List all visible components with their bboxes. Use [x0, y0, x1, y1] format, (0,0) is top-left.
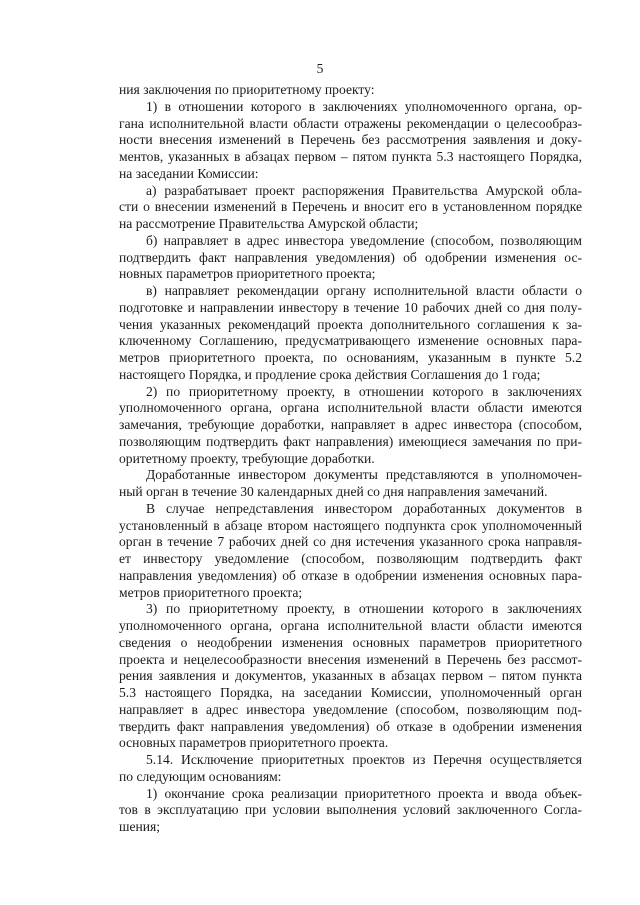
document-body — [119, 82, 582, 836]
text-line: метров приоритетного проекта, по основаниям, указанным в пункте 5.2 — [119, 350, 582, 365]
text-line: 1) окончание срока реализации приоритетного проекта и ввода объек- — [146, 785, 582, 801]
text-line: 3) по приоритетному проекту, в отношении которого в заключениях — [146, 601, 582, 617]
text-line: ности внесения изменений в Перечень без рассмотрения заявления и доку- — [119, 132, 582, 148]
text-line: а) разрабатывает проект распоряжения Правительства Амурской обла- — [146, 182, 582, 198]
text-line: ментов, указанных в абзацах первом – пятом пункта 5.3 настоящего Порядка, — [119, 149, 582, 164]
text-line: на рассмотрение Правительства Амурской области; — [119, 216, 419, 231]
text-line: ключенному Соглашению, предусматривающего изменение основных пара- — [119, 333, 582, 349]
text-line: подготовке и направлении инвестору в течение 10 рабочих дней со дня полу- — [119, 299, 582, 315]
text-line: оритетному проекту, требующие доработки. — [119, 450, 375, 466]
page-number: 5 — [316, 61, 324, 76]
text-line: 1) в отношении которого в заключениях уполномоченного органа, ор- — [146, 98, 582, 114]
text-line: ный орган в течение 30 календарных дней со дня направления замечаний. — [119, 484, 548, 499]
text-line: подтвердить факт направления уведомления) об одобрении изменения ос- — [119, 249, 582, 265]
text-line: Доработанные инвестором документы представляются в уполномочен- — [146, 467, 582, 483]
text-line: 5.3 настоящего Порядка, на заседании Комиссии, уполномоченный орган — [119, 685, 582, 700]
text-line: уполномоченного органа, органа исполнительной власти области имеются — [119, 618, 582, 633]
text-line: позволяющим подтвердить факт направления) имеющиеся замечания по при- — [119, 433, 582, 449]
text-line: 5.14. Исключение приоритетных проектов из Перечня осуществляется — [146, 752, 582, 767]
text-line: В случае непредставления инвестором доработанных документов в — [146, 500, 582, 516]
text-line: направляет в адрес инвестора уведомление (способом, позволяющим под- — [119, 701, 582, 717]
text-line: тов в эксплуатацию при условии выполнения условий заключенного Согла- — [119, 802, 582, 818]
text-line: установленный в абзаце втором настоящего подпункта срок уполномоченный — [119, 517, 582, 533]
text-line: сведения о неодобрении изменения основных параметров приоритетного — [119, 634, 582, 650]
text-line: новных параметров приоритетного проекта; — [119, 266, 376, 282]
text-line: уполномоченного органа, органа исполнительной власти области имеются — [119, 400, 582, 416]
text-line: в) направляет рекомендации органу исполнительной власти области о — [146, 283, 582, 298]
text-line: ния заключения по приоритетному проекту: — [119, 82, 375, 97]
text-line: проекта и нецелесообразности внесения изменений в Перечень без рассмот- — [119, 651, 582, 667]
text-line: ет инвестору уведомление (способом, позволяющим подтвердить факт — [119, 551, 582, 566]
text-line: по следующим основаниям: — [119, 768, 282, 784]
text-line: 2) по приоритетному проекту, в отношении которого в заключениях — [146, 383, 582, 399]
text-line: метров приоритетного проекта; — [119, 584, 303, 600]
text-line: рения заявления и документов, указанных в абзацах первом – пятом пункта — [119, 668, 582, 684]
text-line: б) направляет в адрес инвестора уведомление (способом, позволяющим — [146, 232, 582, 248]
text-line: настоящего Порядка, и продление срока действия Соглашения до 1 года; — [119, 366, 541, 382]
text-line: шения; — [119, 819, 161, 834]
text-line: основных параметров приоритетного проекта. — [119, 735, 389, 751]
text-line: твердить факт направления уведомления) об отказе в одобрении изменения — [119, 718, 582, 734]
text-line: гана исполнительной власти области отражены рекомендации о целесообраз- — [119, 115, 582, 131]
text-line: на заседании Комиссии: — [119, 165, 259, 181]
text-line: сти о внесении изменений в Перечень и вносит его в установленном порядке — [119, 199, 582, 215]
text-line: орган в течение 7 рабочих дней со дня истечения указанного срока направля- — [119, 534, 582, 550]
text-line: замечания, требующие доработки, направляет в адрес инвестора (способом, — [119, 417, 582, 432]
text-line: чения указанных рекомендаций проекта дополнительного соглашения к за- — [119, 316, 582, 332]
text-line: направления уведомления) об отказе в одобрении изменения основных пара- — [119, 567, 582, 583]
